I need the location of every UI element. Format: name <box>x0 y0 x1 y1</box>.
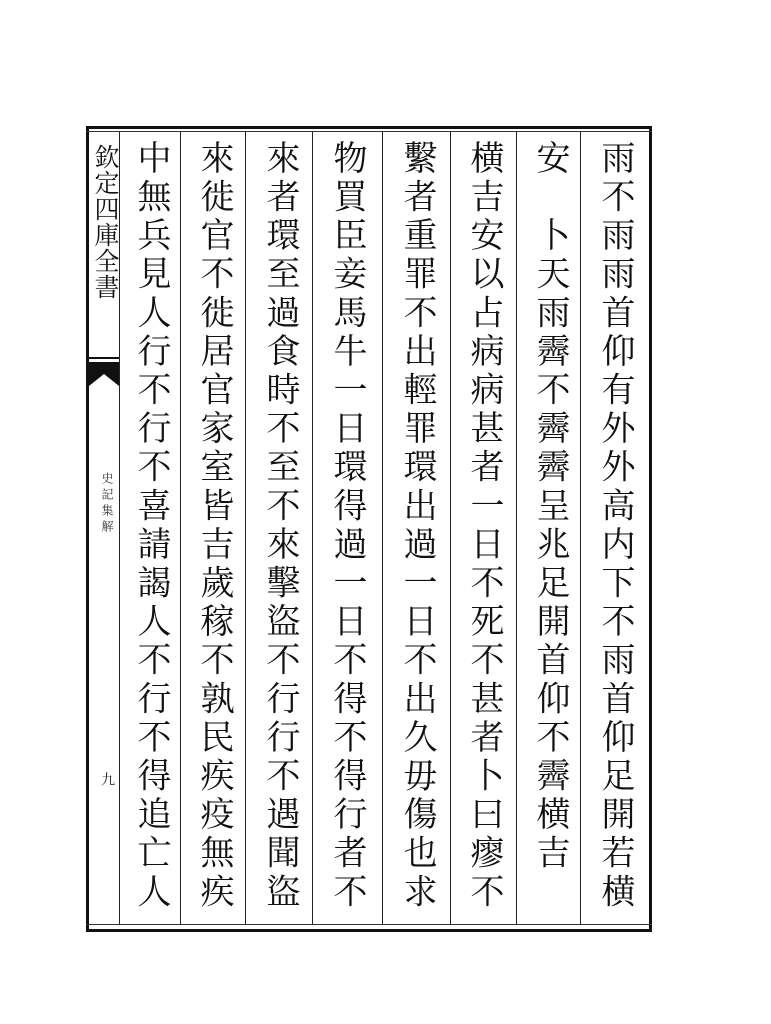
text-column-3: 横吉安以占病病甚者一日不死不甚者卜曰瘳不 <box>464 140 504 912</box>
column-divider <box>516 132 517 924</box>
text-column-1: 雨不雨雨首仰有外外高内下不雨首仰足開若横 <box>595 140 635 912</box>
top-border-rule <box>86 126 652 132</box>
text-column-5: 物買臣妾馬牛一日環得過一日不得不得行者不 <box>327 140 367 912</box>
fishtail-mark-icon <box>89 356 119 390</box>
column-divider <box>312 132 313 924</box>
text-column-6: 來者環至過食時不至不來擊盜不行行不遇聞盜 <box>260 140 300 912</box>
column-divider <box>450 132 451 924</box>
folio-number: 九 <box>99 772 115 786</box>
bottom-border-rule <box>86 924 652 932</box>
column-divider <box>245 132 246 924</box>
text-column-4: 繫者重罪不出輕罪環出過一日不出久毋傷也求 <box>397 140 437 912</box>
text-column-2: 安 卜天雨霽不霽霽呈兆足開首仰不霽横吉 <box>530 140 570 874</box>
column-divider <box>382 132 383 924</box>
margin-column <box>89 132 120 924</box>
section-title: 史記集解 <box>100 472 114 536</box>
text-column-7: 來徙官不徙居官家室皆吉歲稼不孰民疾疫無疾 <box>194 140 234 912</box>
book-title: 欽定四庫全書 <box>91 144 120 300</box>
text-column-8: 中無兵見人行不行不喜請謁人不行不得追亡人 <box>131 140 171 912</box>
